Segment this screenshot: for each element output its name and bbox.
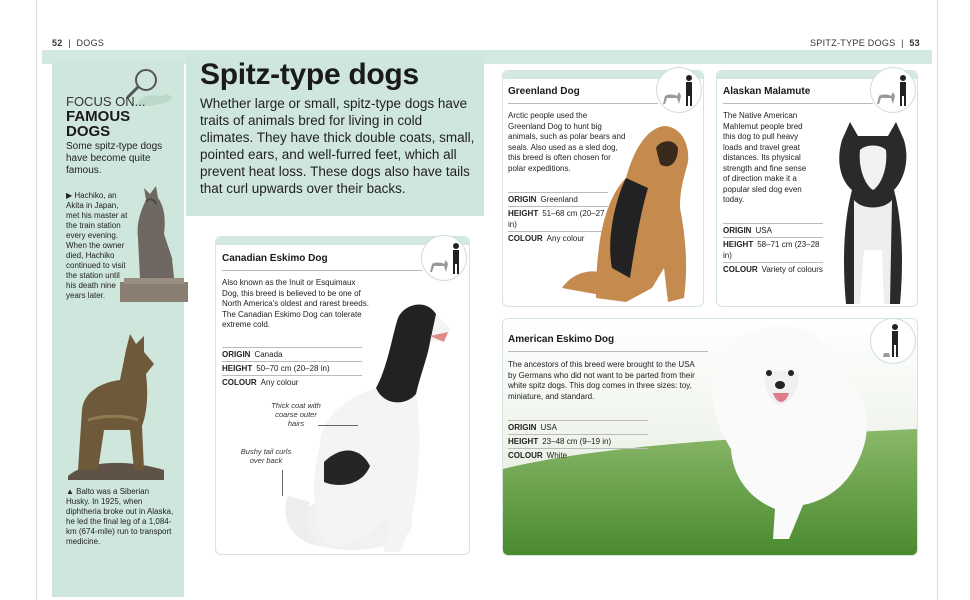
canadian-colour: Any colour xyxy=(260,378,299,387)
greenland-origin: Greenland xyxy=(540,195,578,204)
canadian-title: Canadian Eskimo Dog xyxy=(222,253,328,264)
american-text: The ancestors of this breed were brought to the USA by Germans who did not want to be parted from their white spitz dogs. This dog comes in three sizes: toy, miniature, and standard. xyxy=(508,360,695,401)
page-number-right: 53 xyxy=(909,38,920,48)
focus-title-2: DOGS xyxy=(66,123,111,140)
canadian-text: Also known as the Inuit or Esquimaux Dog, this breed is believed to be one of North America's oldest and rarest breeds. The Canadian Eskimo Dog can tolerate extreme cold. xyxy=(222,278,369,329)
malamute-text: The Native American Mahlemut people bred this dog to pull heavy loads and travel great distances. Its physical strength and fine sense of direction make it a popular sled dog even today. xyxy=(723,111,807,204)
canadian-height: 50–70 cm (20–28 in) xyxy=(256,364,330,373)
annotation-tail: Bushy tail curls over back xyxy=(240,447,292,465)
canadian-origin: Canada xyxy=(254,350,283,359)
greenland-facts: ORIGIN Greenland HEIGHT 51–68 cm (20–27 in) COLOUR Any colour xyxy=(508,192,608,245)
folio-right: SPITZ-TYPE DOGS | 53 xyxy=(810,38,920,48)
malamute-origin: USA xyxy=(755,226,772,235)
scale-comparison-icon xyxy=(870,318,916,364)
american-colour: White xyxy=(546,451,568,460)
american-facts: ORIGIN USA HEIGHT 23–48 cm (9–19 in) COLOUR White xyxy=(508,420,648,462)
section-left: DOGS xyxy=(76,38,105,48)
folio-left: 52 | DOGS xyxy=(52,38,105,48)
greenland-height: 51–68 cm (20–27 in) xyxy=(508,209,605,229)
balto-statue-image xyxy=(64,330,168,480)
scale-comparison-icon xyxy=(870,67,916,113)
alaskan-malamute-image xyxy=(832,120,914,308)
greenland-title: Greenland Dog xyxy=(508,86,580,97)
american-title: American Eskimo Dog xyxy=(508,334,615,345)
american-origin: USA xyxy=(540,423,557,432)
greenland-colour: Any colour xyxy=(546,234,585,243)
page-number-left: 52 xyxy=(52,38,63,48)
american-height: 23–48 cm (9–19 in) xyxy=(542,437,612,446)
malamute-colour: Variety of colours xyxy=(761,265,823,274)
focus-intro: Some spitz-type dogs have become quite famous. xyxy=(66,141,163,176)
focus-title-1: FAMOUS xyxy=(66,108,131,125)
hachiko-caption: ▶ Hachiko, an Akita in Japan, met his master at the train station every evening. When the owner died, Hachiko continued to visit the station until his death nine years later. xyxy=(66,191,128,300)
malamute-facts: ORIGIN USA HEIGHT 58–71 cm (23–28 in) COLOUR Variety of colours xyxy=(723,223,823,276)
greenland-text: Arctic people used the Greenland Dog to hunt big animals, such as polar bears and seals. Also used as a sled dog, this breed is often chosen for polar expeditions. xyxy=(508,111,626,173)
greenland-dog-image xyxy=(556,118,702,308)
malamute-title: Alaskan Malamute xyxy=(723,86,811,97)
focus-kicker: FOCUS ON... xyxy=(66,94,146,109)
annotation-coat: Thick coat with coarse outer hairs xyxy=(271,401,321,428)
scale-comparison-icon xyxy=(656,67,702,113)
intro-text: Whether large or small, spitz-type dogs have traits of animals bred for living in cold climates. They have thick double coats, small, pointed ears, and well-furred feet, which all prevent heat loss. These dogs also have tails that curl upwards over their backs. xyxy=(200,96,475,196)
balto-caption: ▲ Balto was a Siberian Husky. In 1925, when diphtheria broke out in Alaska, he led the final leg of a 1,084-km (674-mile) run to transport medicine. xyxy=(66,487,174,546)
malamute-height: 58–71 cm (23–28 in) xyxy=(723,240,820,260)
scale-comparison-icon xyxy=(421,235,467,281)
canadian-facts: ORIGIN Canada HEIGHT 50–70 cm (20–28 in) COLOUR Any colour xyxy=(222,347,362,389)
page-title: Spitz-type dogs xyxy=(200,58,419,91)
section-right: SPITZ-TYPE DOGS xyxy=(810,38,896,48)
hachiko-statue-image xyxy=(118,178,190,304)
